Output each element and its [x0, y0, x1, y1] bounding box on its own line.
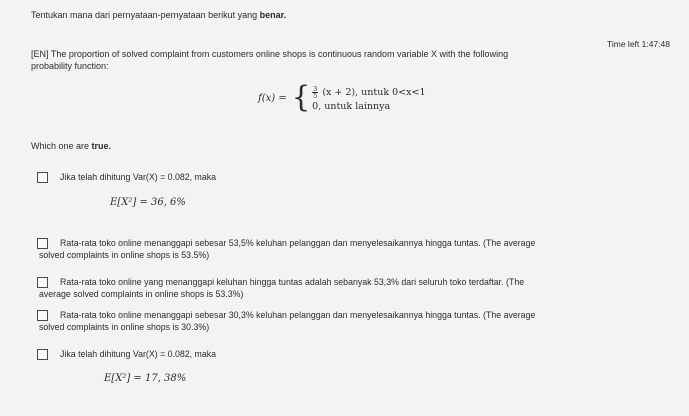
option-e-body: [60, 348, 216, 360]
option-e-checkbox[interactable]: [37, 349, 48, 360]
option-a[interactable]: [37, 171, 216, 183]
option-c[interactable]: [37, 276, 524, 300]
formula-lhs: f(x) =: [258, 93, 287, 104]
option-b-checkbox[interactable]: [37, 238, 48, 249]
formula-case-2: 0, untuk lainnya: [312, 100, 391, 112]
option-a-text: Jika telah dihitung Var(X) = 0.082, maka: [60, 172, 217, 182]
option-c-text-line2: average solved complaints in online shops is 53.3%): [39, 289, 244, 299]
option-b[interactable]: [37, 237, 535, 261]
fraction-numerator: 3: [313, 84, 318, 93]
option-e[interactable]: [37, 348, 216, 360]
which-prompt: [31, 141, 111, 152]
instruction-bold: benar.: [259, 10, 287, 20]
which-text: Which one are: [31, 141, 90, 151]
option-c-body: [39, 276, 525, 300]
option-e-math: E[X²] = 17, 38%: [104, 373, 187, 384]
option-d-checkbox[interactable]: [37, 310, 48, 321]
which-bold: true.: [91, 141, 112, 151]
formula-case-1: [312, 86, 425, 99]
option-b-text-line2: solved complaints in online shops is 53.5%): [39, 250, 210, 260]
option-d-body: [39, 309, 536, 333]
option-a-checkbox[interactable]: [37, 172, 48, 183]
question-en-line1: [EN] The proportion of solved complaint from customers online shops is continuous random variable X with the following: [31, 49, 509, 59]
option-e-text: Jika telah dihitung Var(X) = 0.082, maka: [60, 349, 217, 359]
option-a-math: E[X²] = 36, 6%: [110, 197, 186, 208]
option-c-checkbox[interactable]: [37, 277, 48, 288]
instruction-text: Tentukan mana dari pernyataan-pernyataan berikut yang: [31, 10, 258, 20]
case-1-expression: (x + 2), untuk 0<x<1: [322, 86, 426, 98]
formula-brace: {: [291, 80, 311, 114]
option-a-body: [60, 171, 216, 183]
option-d-text-line2: solved complaints in online shops is 30.3%): [39, 322, 210, 332]
fraction-denominator: 5: [313, 91, 318, 100]
formula-fraction: [312, 86, 318, 99]
option-b-text-line1: Rata-rata toko online menanggapi sebesar 53,5% keluhan pelanggan dan menyelesaikannya hingga tuntas. (The average: [60, 238, 536, 248]
question-en-line2: probability function:: [31, 61, 109, 71]
formula-cases: [312, 86, 425, 112]
question-instruction: [31, 10, 286, 21]
option-d[interactable]: [37, 309, 535, 333]
option-b-body: [39, 237, 536, 261]
option-d-text-line1: Rata-rata toko online menanggapi sebesar 30,3% keluhan pelanggan dan menyelesaikannya hingga tuntas. (The average: [60, 310, 536, 320]
option-c-text-line1: Rata-rata toko online yang menanggapi keluhan hingga tuntas adalah sebanyak 53,3% dari seluruh toko terdaftar. (The: [60, 277, 525, 287]
timer-badge: Time left 1:47:48: [602, 37, 675, 51]
probability-function: [258, 80, 426, 114]
